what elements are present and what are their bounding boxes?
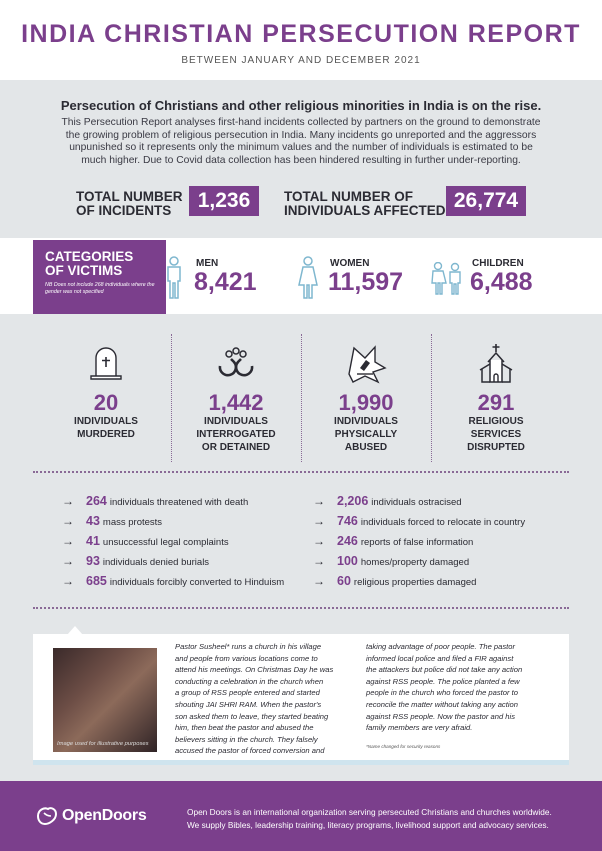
story-line: reconcile the matter without taking any action [366, 699, 518, 709]
arrow-right-icon: → [313, 514, 325, 528]
impact-label-line2: PHYSICALLY [334, 429, 398, 440]
handcuffs-icon [216, 344, 256, 382]
impact-label-line3: OR DETAINED [201, 442, 271, 453]
children-icon [430, 262, 464, 296]
lead-heading: Persecution of Christians and other religious minorities in India is on the rise. [60, 98, 542, 113]
stat-item [313, 574, 476, 588]
stat-number: 100 [337, 554, 358, 568]
arrow-right-icon: → [62, 534, 74, 548]
stat-text: reports of false information [360, 537, 474, 548]
stat-number: 264 [86, 494, 107, 508]
story-line: informed local police and filed a FIR against [366, 653, 514, 663]
stat-number: 41 [86, 534, 100, 548]
impact-label-line3: ABUSED [344, 442, 388, 453]
total-individuals-value: 26,774 [446, 186, 526, 216]
gravestone-icon [88, 346, 124, 382]
stat-text: mass protests [102, 517, 163, 528]
header [0, 0, 602, 80]
stat-text: individuals forced to relocate in country [360, 517, 526, 528]
total-incidents-label-line2: OF INCIDENTS [76, 203, 172, 218]
arrow-right-icon: → [313, 574, 325, 588]
open-doors-logo: OpenDoors [62, 807, 147, 824]
story-line: against RSS people. The police planted a few [366, 676, 520, 686]
categories-title-line2: OF VICTIMS [45, 263, 123, 278]
story-line: him, then beat the pastor and abused the [175, 723, 314, 733]
stat-item [62, 494, 248, 508]
man-icon [164, 256, 184, 300]
categories-of-victims-box [33, 240, 166, 314]
total-individuals-label-line1: TOTAL NUMBER OF [284, 189, 413, 204]
story-accent-bar [33, 760, 569, 765]
total-incidents-value: 1,236 [189, 186, 259, 216]
open-doors-logo-icon [36, 806, 58, 826]
story-line: against RSS people. Now the pastor and his [366, 711, 516, 721]
impact-label-line1: INDIVIDUALS [204, 416, 268, 427]
impact-services [431, 336, 561, 460]
stat-number: 60 [337, 574, 351, 588]
impact-label-line2: INTERROGATED [196, 429, 276, 440]
arrow-right-icon: → [313, 494, 325, 508]
story-line: shouting JAI SHRI RAM. When the pastor's [175, 699, 322, 709]
total-incidents-label [76, 190, 183, 218]
stat-number: 2,206 [337, 494, 369, 508]
footer-description [187, 806, 587, 831]
impact-label-line1: RELIGIOUS [468, 416, 524, 427]
stat-item [62, 514, 162, 528]
impact-value: 1,990 [338, 390, 394, 415]
story-column-1 [175, 641, 333, 757]
impact-label-line2: SERVICES [470, 429, 522, 440]
men-label: MEN [196, 258, 219, 269]
story-line: Pastor Susheel* runs a church in his village [175, 642, 322, 651]
stat-item [313, 514, 525, 528]
categories-note: NB Does not include 268 individuals where the gender was not specified [45, 282, 155, 295]
impact-label-line2: MURDERED [77, 429, 135, 440]
stat-number: 685 [86, 574, 107, 588]
stat-text: individuals denied burials [102, 557, 210, 568]
impact-murdered [41, 336, 171, 460]
total-incidents-label-line1: TOTAL NUMBER [76, 189, 183, 204]
impact-detained [171, 336, 301, 460]
stat-text: religious properties damaged [353, 577, 477, 588]
stat-number: 246 [337, 534, 358, 548]
woman-icon [297, 256, 319, 300]
stat-item [313, 554, 469, 568]
arrow-right-icon: → [313, 534, 325, 548]
section-divider [33, 471, 569, 473]
stat-number: 746 [337, 514, 358, 528]
story-footnote: *Name changed for security reasons [366, 744, 441, 749]
page-title: INDIA CHRISTIAN PERSECUTION REPORT [21, 20, 581, 48]
arrow-right-icon: → [62, 514, 74, 528]
stat-number: 93 [86, 554, 100, 568]
stat-text: homes/property damaged [360, 557, 470, 568]
story-line: the attackers but police did not take any action [366, 665, 523, 675]
impact-value: 291 [477, 390, 515, 415]
impact-label-line1: INDIVIDUALS [74, 416, 138, 427]
impact-value: 1,442 [208, 390, 264, 415]
stat-item [313, 494, 462, 508]
impact-label-line3: DISRUPTED [467, 442, 525, 453]
story-photo [53, 648, 157, 752]
stat-item [313, 534, 473, 548]
stat-item [62, 574, 284, 588]
story-line: people in the church who forced the pastor to [366, 688, 518, 698]
story-line: accused the pastor of forced conversion and [175, 746, 325, 756]
stat-item [62, 554, 209, 568]
intro-paragraph: This Persecution Report analyses first-hand incidents collected by partners on the ground to demonstrate the growing problem of religious persecution in India. Many incidents go unreported and the aggressors unpunished so it represents only the minimum values and the number of individuals is estimated to be much higher. Due to Covid data collection has been hindered resulting in further under-reporting. [61, 117, 541, 166]
story-line: a group of RSS people entered and started [175, 688, 320, 698]
section-divider [33, 607, 569, 609]
arrow-right-icon: → [62, 494, 74, 508]
impact-value: 20 [93, 390, 119, 415]
story-line: and people from various locations come to [175, 653, 318, 663]
men-value: 8,421 [194, 268, 257, 296]
story-column-2 [366, 641, 522, 734]
stat-text: individuals ostracised [371, 497, 462, 508]
story-line: family members are very afraid. [366, 723, 473, 733]
story-line: attend his meetings. On Christmas Day he was [175, 665, 334, 675]
impact-label-line1: INDIVIDUALS [334, 416, 398, 427]
footer-line: We supply Bibles, leadership training, literacy programs, livelihood support and advocacy services. [187, 819, 549, 830]
children-value: 6,488 [470, 268, 533, 296]
story-line: believers sitting in the church. They falsely [175, 734, 318, 744]
story-line: son asked them to leave, they started beating [175, 711, 329, 721]
photo-caption: Image used for illustrative purposes [57, 741, 149, 747]
impact-icon [345, 344, 387, 384]
categories-title-line1: CATEGORIES [45, 249, 134, 264]
footer [0, 781, 602, 851]
total-individuals-label-line2: INDIVIDUALS AFFECTED [284, 203, 446, 218]
story-line: taking advantage of poor people. The pastor [366, 642, 516, 651]
women-label: WOMEN [330, 258, 370, 269]
women-value: 11,597 [328, 268, 404, 296]
footer-line: Open Doors is an international organization serving persecuted Christians and churches worldwide. [187, 807, 552, 817]
page-subtitle: BETWEEN JANUARY AND DECEMBER 2021 [181, 55, 421, 66]
stat-number: 43 [86, 514, 100, 528]
arrow-right-icon: → [62, 574, 74, 588]
story-line: conducting a celebration in the church when [175, 676, 324, 686]
stat-text: unsuccessful legal complaints [102, 537, 229, 548]
children-label: CHILDREN [472, 258, 524, 269]
stat-text: individuals threatened with death [109, 497, 249, 508]
total-individuals-label [284, 190, 446, 218]
stat-item [62, 534, 229, 548]
impact-abused [301, 336, 431, 460]
arrow-right-icon: → [313, 554, 325, 568]
stat-text: individuals forcibly converted to Hinduism [109, 577, 285, 588]
arrow-right-icon: → [62, 554, 74, 568]
church-icon [477, 342, 515, 384]
